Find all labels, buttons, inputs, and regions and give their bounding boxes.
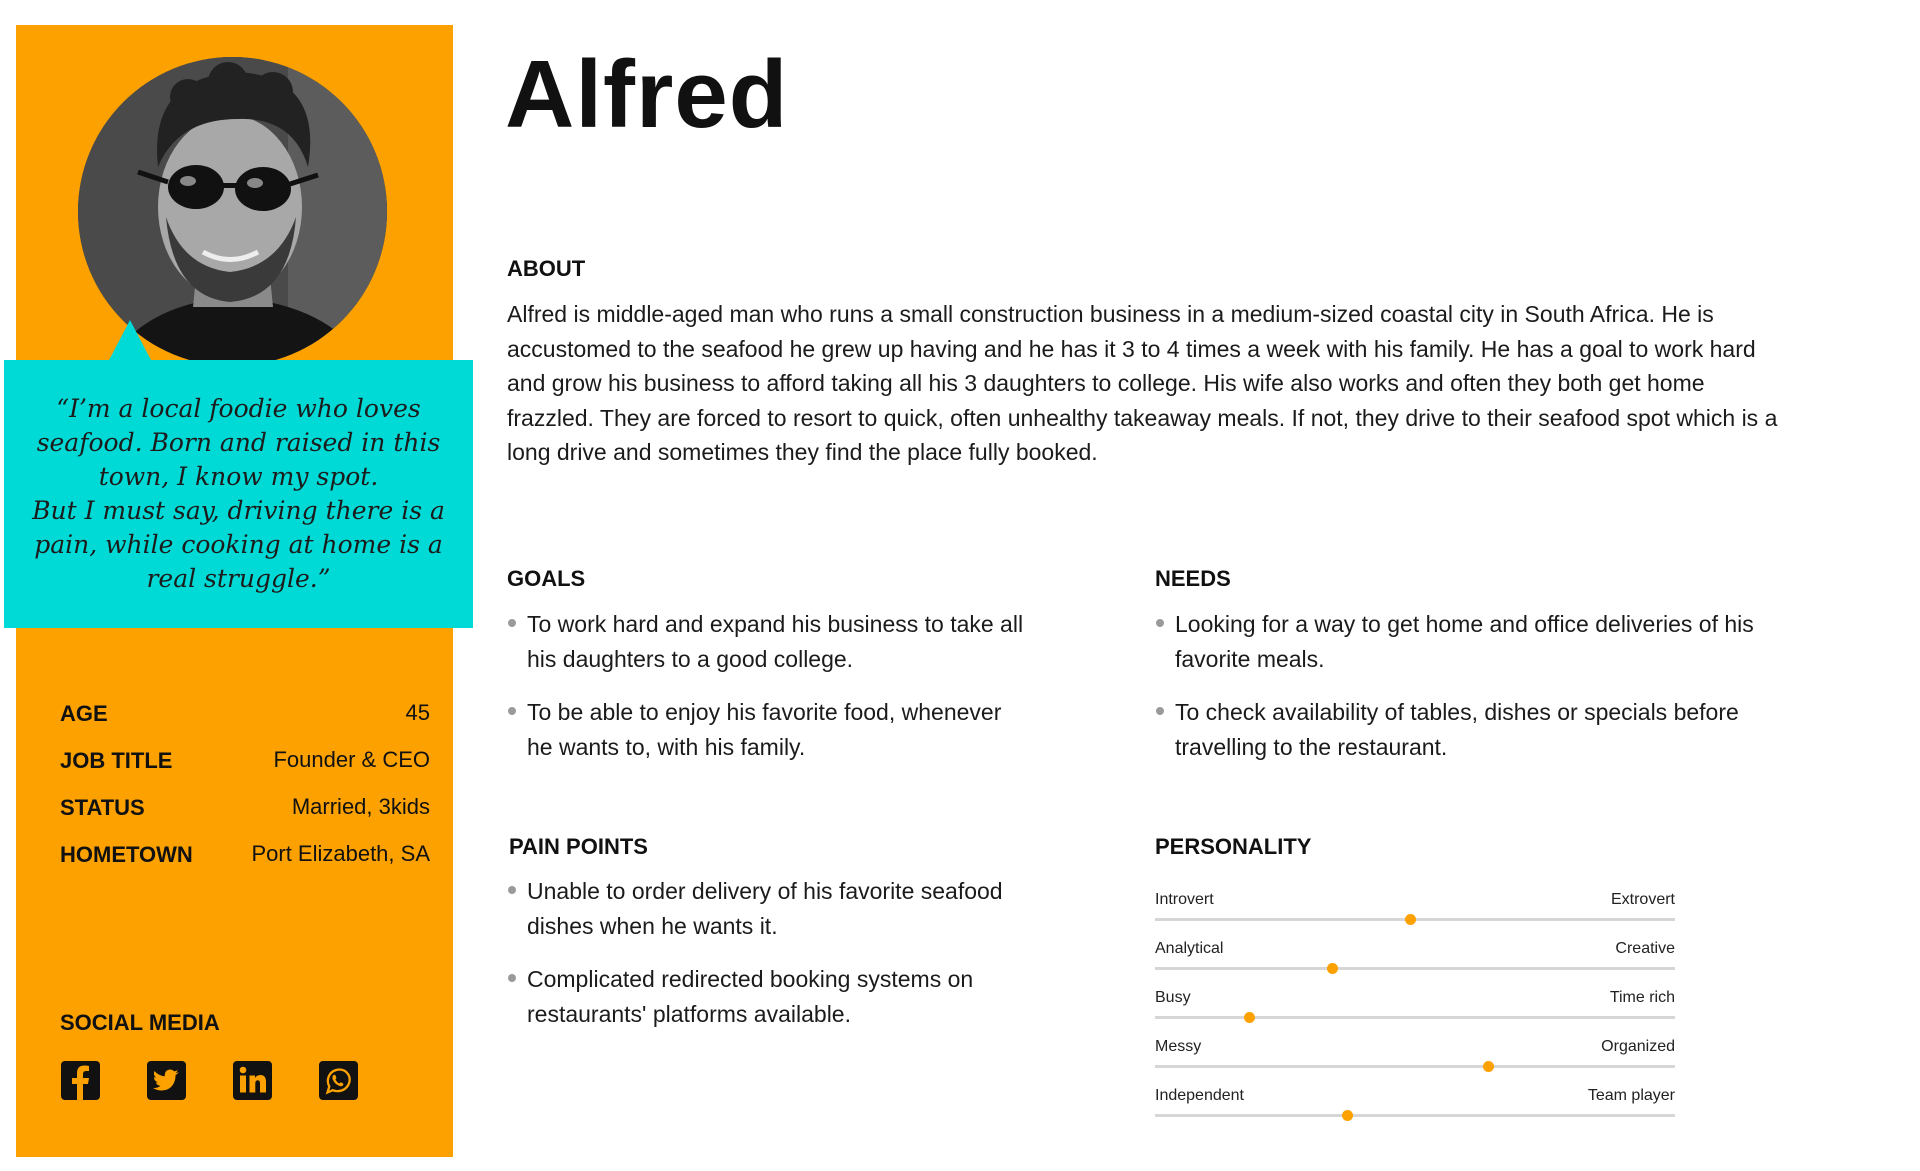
- detail-label: STATUS: [60, 795, 145, 820]
- detail-row-age: [60, 700, 430, 728]
- slider-right-label: Extrovert: [1610, 891, 1675, 908]
- personality-slider-messy-organized: [1155, 1038, 1675, 1074]
- list-item: [1155, 607, 1780, 677]
- bullet-icon: [1156, 707, 1164, 715]
- about-title: ABOUT: [507, 256, 586, 281]
- list-item: [507, 695, 1027, 765]
- slider-thumb: [1483, 1061, 1494, 1072]
- slider-left-label: Introvert: [1155, 891, 1214, 908]
- detail-row-status: [60, 794, 430, 822]
- pain-points-title: PAIN POINTS: [509, 834, 648, 859]
- list-item: [1155, 695, 1780, 765]
- persona-quote: “I’m a local foodie who loves seafood. Born and raised in this town, I know my spot. But I must say, driving there is a pain, while cooking at home is a real struggle.”: [32, 394, 445, 593]
- list-item: [507, 607, 1027, 677]
- detail-label: JOB TITLE: [60, 748, 173, 773]
- list-item-text: To be able to enjoy his favorite food, whenever he wants to, with his family.: [527, 699, 1002, 760]
- persona-details: [60, 700, 430, 888]
- slider-left-label: Messy: [1155, 1038, 1202, 1055]
- whatsapp-icon[interactable]: [318, 1060, 359, 1101]
- bullet-icon: [508, 707, 516, 715]
- slider-thumb: [1327, 963, 1338, 974]
- detail-label: HOMETOWN: [60, 842, 193, 867]
- persona-name: Alfred: [505, 41, 789, 148]
- bullet-icon: [508, 619, 516, 627]
- detail-value: 45: [405, 700, 430, 725]
- list-item-text: Unable to order delivery of his favorite seafood dishes when he wants it.: [527, 878, 1003, 939]
- list-item: [507, 962, 1047, 1032]
- slider-left-label: Analytical: [1155, 940, 1224, 957]
- bullet-icon: [508, 974, 516, 982]
- needs-list: [1155, 607, 1780, 783]
- detail-value: Founder & CEO: [273, 747, 430, 772]
- slider-thumb: [1405, 914, 1416, 925]
- twitter-icon[interactable]: [146, 1060, 187, 1101]
- slider-left-label: Busy: [1155, 989, 1191, 1006]
- slider-thumb: [1244, 1012, 1255, 1023]
- facebook-icon[interactable]: [60, 1060, 101, 1101]
- detail-value: Port Elizabeth, SA: [251, 841, 430, 866]
- detail-row-hometown: [60, 841, 430, 869]
- personality-slider-analytical-creative: [1155, 940, 1675, 976]
- personality-slider-independent-team-player: [1155, 1087, 1675, 1123]
- speech-bubble-tail: [108, 320, 152, 362]
- needs-title: NEEDS: [1155, 566, 1231, 591]
- slider-right-label: Time rich: [1609, 989, 1675, 1006]
- slider-left-label: Independent: [1155, 1087, 1244, 1104]
- personality-slider-introvert-extrovert: [1155, 891, 1675, 927]
- goals-title: GOALS: [507, 566, 586, 591]
- bullet-icon: [508, 886, 516, 894]
- slider-thumb: [1342, 1110, 1353, 1121]
- slider-track: [1155, 967, 1675, 970]
- linkedin-icon[interactable]: [232, 1060, 273, 1101]
- slider-track: [1155, 1114, 1675, 1117]
- list-item-text: Looking for a way to get home and office deliveries of his favorite meals.: [1175, 611, 1754, 672]
- list-item-text: To check availability of tables, dishes or specials before travelling to the restaurant.: [1175, 699, 1739, 760]
- quote-bubble: [4, 360, 473, 628]
- slider-track: [1155, 1016, 1675, 1019]
- detail-label: AGE: [60, 701, 108, 726]
- pain-points-list: [507, 874, 1047, 1050]
- slider-right-label: Creative: [1615, 940, 1675, 957]
- social-icons: [60, 1060, 359, 1101]
- list-item-text: To work hard and expand his business to take all his daughters to a good college.: [527, 611, 1024, 672]
- about-text: Alfred is middle-aged man who runs a small construction business in a medium-sized coastal city in South Africa. He is accustomed to the seafood he grew up having and he has it 3 to 4 times a week with his family. He has a goal to work hard and grow his business to afford taking all his 3 daughters to college. His wife also works and often they both get home frazzled. They are forced to resort to quick, often unhealthy takeaway meals. If not, they drive to their seafood spot which is a long drive and sometimes they find the place fully booked.: [507, 301, 1778, 466]
- personality-title: PERSONALITY: [1155, 834, 1312, 859]
- detail-value: Married, 3kids: [291, 794, 430, 819]
- bullet-icon: [1156, 619, 1164, 627]
- list-item-text: Complicated redirected booking systems on restaurants' platforms available.: [527, 966, 974, 1027]
- slider-track: [1155, 1065, 1675, 1068]
- slider-right-label: Team player: [1587, 1087, 1675, 1104]
- goals-list: [507, 607, 1027, 783]
- social-media-title: SOCIAL MEDIA: [60, 1010, 220, 1035]
- list-item: [507, 874, 1047, 944]
- personality-slider-busy-time-rich: [1155, 989, 1675, 1025]
- detail-row-job-title: [60, 747, 430, 775]
- slider-right-label: Organized: [1601, 1038, 1675, 1055]
